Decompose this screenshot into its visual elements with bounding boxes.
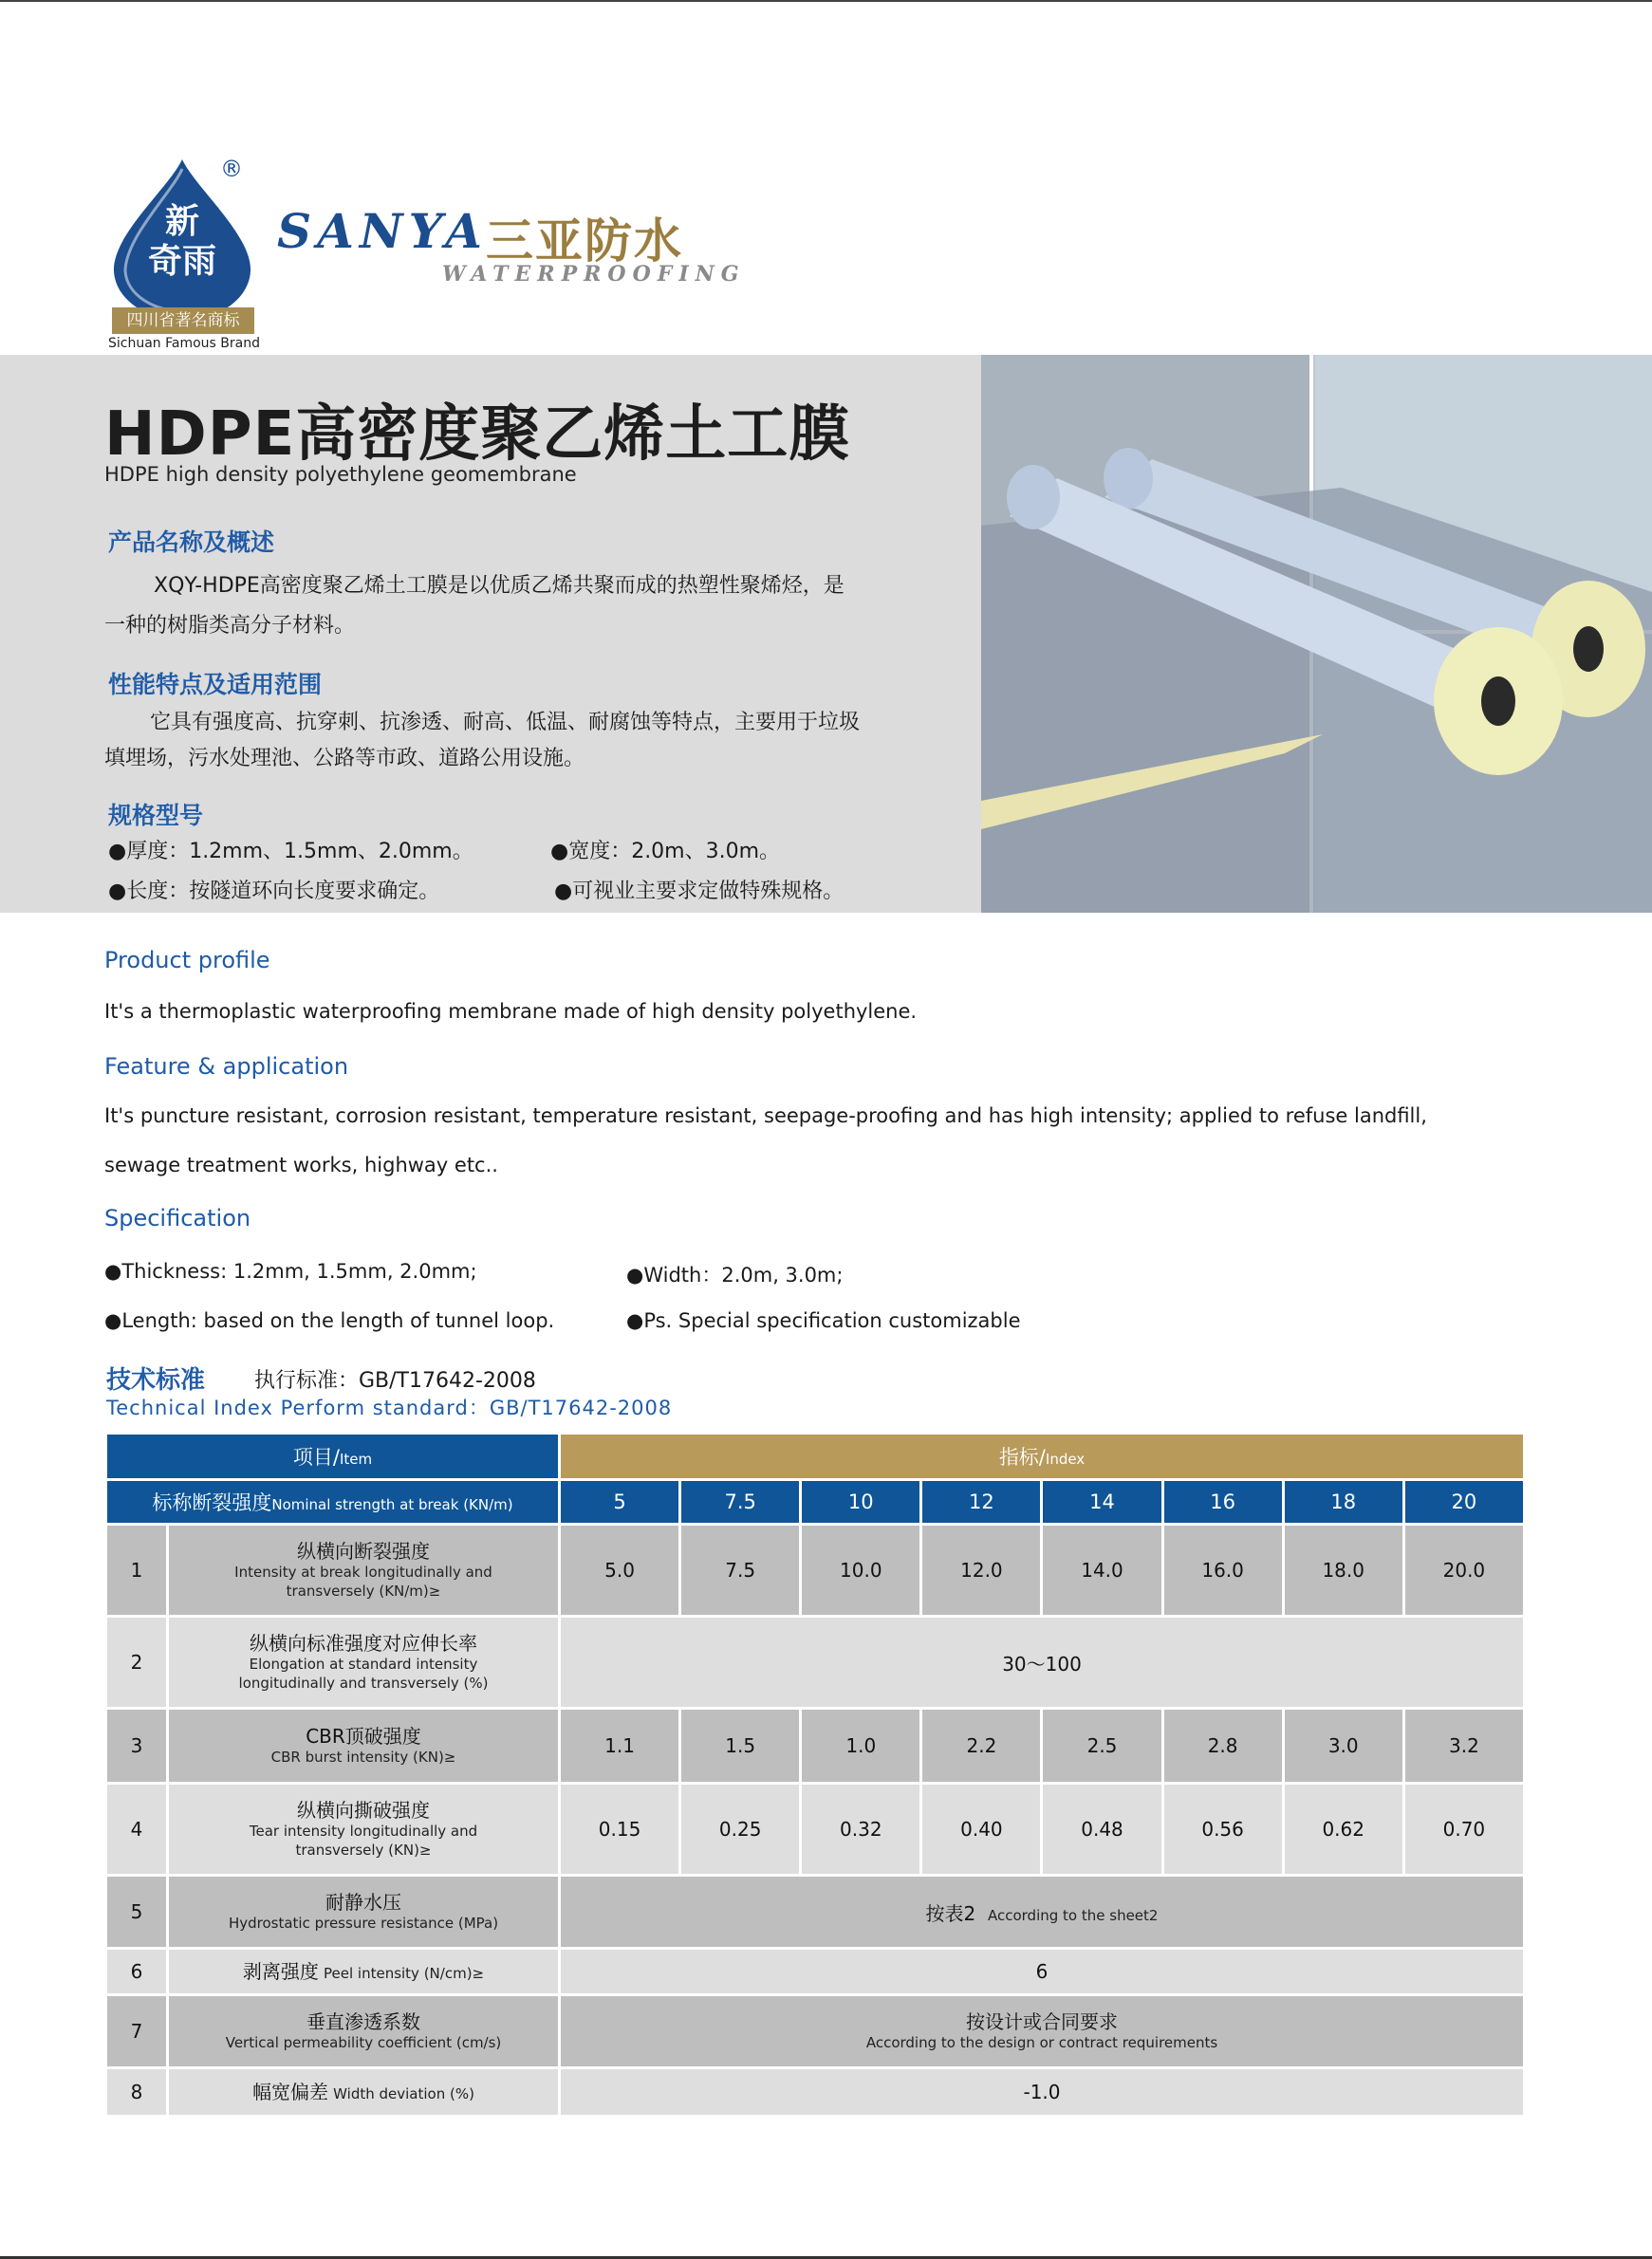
row-label-en: transversely (KN)≥: [295, 1842, 432, 1859]
grade-cell: 18: [1285, 1481, 1402, 1523]
row-label: [169, 1950, 558, 1993]
span-value-cell: [561, 1996, 1523, 2066]
tech-title-cn: 技术标准: [106, 1366, 206, 1395]
grade-row: [107, 1481, 1523, 1523]
logo-text-line2: 奇雨: [147, 241, 216, 281]
features-line2-cn: 填埋场，污水处理池、公路等市政、道路公用设施。: [104, 747, 585, 770]
table-row: [107, 1996, 1523, 2066]
tech-title-en: Technical Index Perform standard：GB/T17642-2008: [106, 1397, 673, 1419]
overview-title-cn: 产品名称及概述: [108, 528, 275, 556]
row-label-en: Tear intensity longitudinally and: [249, 1823, 478, 1840]
geomembrane-rolls-image: [981, 355, 1652, 913]
row-label-en: Intensity at break longitudinally and: [234, 1564, 492, 1581]
row-label-en: Hydrostatic pressure resistance (MPa): [228, 1915, 499, 1932]
table-row: [107, 1710, 1523, 1782]
value-cell: 14.0: [1043, 1526, 1160, 1615]
row-label-cn: 纵横向撕破强度: [297, 1799, 430, 1822]
value-cell: 0.48: [1043, 1785, 1160, 1874]
features-title-cn: 性能特点及适用范围: [108, 671, 323, 698]
feature-line2-en: sewage treatment works, highway etc..: [104, 1154, 498, 1176]
logo-text-line1: 新: [164, 201, 199, 241]
row-number: 3: [107, 1710, 166, 1782]
value-cell: 2.5: [1043, 1710, 1160, 1782]
value-cell: 0.15: [561, 1785, 678, 1874]
top-border: [0, 0, 1652, 2]
logo-text: [131, 201, 233, 281]
row-label: [169, 2069, 558, 2115]
header-item-en: Item: [339, 1451, 373, 1468]
span-value-en: According to the sheet2: [987, 1906, 1159, 1924]
table-row: [107, 1877, 1523, 1947]
profile-text-en: It's a thermoplastic waterproofing membrane made of high density polyethylene.: [104, 1000, 918, 1023]
header-index-cn: 指标/: [998, 1446, 1046, 1469]
grade-cell: 20: [1405, 1481, 1523, 1523]
value-cell: 10.0: [802, 1526, 919, 1615]
tech-standard-cn: 执行标准：GB/T17642-2008: [254, 1369, 536, 1393]
value-cell: 1.1: [561, 1710, 678, 1782]
span-value-cell: 6: [561, 1950, 1523, 1993]
span-value-cell: -1.0: [561, 2069, 1523, 2115]
row-label-cn: 纵横向标准强度对应伸长率: [250, 1632, 477, 1655]
overview-line1-cn: XQY-HDPE高密度聚乙烯土工膜是以优质乙烯共聚而成的热塑性聚烯烃，是: [154, 574, 845, 598]
span-value-cn: 按表2: [925, 1901, 976, 1925]
row-label-en: Vertical permeability coefficient (cm/s): [225, 2034, 502, 2051]
nominal-strength-label: [107, 1481, 558, 1523]
row-label: [169, 1710, 558, 1782]
grade-cell: 16: [1164, 1481, 1282, 1523]
value-cell: 0.40: [922, 1785, 1040, 1874]
spec-length-cn: ●长度：按隧道环向长度要求确定。: [108, 880, 440, 903]
grade-cell: 5: [561, 1481, 678, 1523]
row-label: [169, 1618, 558, 1707]
grade-cell: 7.5: [681, 1481, 799, 1523]
value-cell: 0.32: [802, 1785, 919, 1874]
spec-length-en: ●Length: based on the length of tunnel loop.: [104, 1309, 555, 1332]
table-row: [107, 1950, 1523, 1993]
feature-title-en: Feature & application: [104, 1053, 349, 1080]
table-row: [107, 1618, 1523, 1707]
value-cell: 1.0: [802, 1710, 919, 1782]
value-cell: 1.5: [681, 1710, 799, 1782]
table-row: [107, 2069, 1523, 2115]
nominal-en: Nominal strength at break (KN/m): [271, 1496, 513, 1513]
value-cell: 5.0: [561, 1526, 678, 1615]
grade-cell: 14: [1043, 1481, 1160, 1523]
value-cell: 7.5: [681, 1526, 799, 1615]
grade-cell: 12: [922, 1481, 1040, 1523]
spec-title-en: Specification: [104, 1205, 251, 1231]
spec-width-en: ●Width：2.0m, 3.0m;: [626, 1264, 844, 1287]
value-cell: 0.25: [681, 1785, 799, 1874]
row-number: 5: [107, 1877, 166, 1947]
row-label-en: Width deviation (%): [333, 2085, 474, 2102]
row-number: 7: [107, 1996, 166, 2066]
row-label-cn: 剥离强度: [242, 1960, 319, 1983]
value-cell: 16.0: [1164, 1526, 1282, 1615]
row-number: 1: [107, 1526, 166, 1615]
spec-width-cn: ●宽度：2.0m、3.0m。: [550, 840, 781, 863]
profile-title-en: Product profile: [104, 947, 270, 973]
header-index-en: Index: [1045, 1451, 1086, 1468]
famous-brand-cn: 四川省著名商标: [112, 307, 254, 334]
row-number: 2: [107, 1618, 166, 1707]
row-label-cn: 纵横向断裂强度: [297, 1540, 430, 1563]
row-label-cn: 垂直渗透系数: [306, 2010, 420, 2033]
nominal-cn: 标称断裂强度: [152, 1491, 272, 1514]
features-line1-cn: 它具有强度高、抗穿刺、抗渗透、耐高、低温、耐腐蚀等特点，主要用于垃圾: [150, 711, 861, 734]
page-subtitle: HDPE high density polyethylene geomembrane: [104, 463, 577, 486]
row-label-en: CBR burst intensity (KN)≥: [270, 1749, 456, 1766]
row-label-en: longitudinally and transversely (%): [238, 1675, 489, 1692]
table-row: [107, 1526, 1523, 1615]
grade-cell: 10: [802, 1481, 919, 1523]
spec-title-cn: 规格型号: [108, 802, 204, 829]
value-cell: 20.0: [1405, 1526, 1523, 1615]
value-cell: 18.0: [1285, 1526, 1402, 1615]
header-item-cn: 项目/: [292, 1446, 340, 1469]
feature-line1-en: It's puncture resistant, corrosion resistant, temperature resistant, seepage-proofing and has high intensity; applied to refuse landfill,: [104, 1104, 1427, 1127]
header-index: [561, 1435, 1523, 1478]
value-cell: 0.70: [1405, 1785, 1523, 1874]
span-value-cell: [561, 1877, 1523, 1947]
row-label: [169, 1526, 558, 1615]
row-label-cn: 耐静水压: [325, 1891, 401, 1914]
span-value-cn: 按设计或合同要求: [966, 2010, 1118, 2033]
spec-custom-cn: ●可视业主要求定做特殊规格。: [554, 880, 845, 903]
table-header-row: [107, 1435, 1523, 1478]
registered-mark: ®: [220, 156, 243, 182]
row-label-cn: CBR顶破强度: [306, 1725, 421, 1748]
technical-index-table: [104, 1432, 1526, 2118]
brand-name-en: SANYA: [277, 203, 488, 259]
row-label-en: Peel intensity (N/cm)≥: [324, 1965, 485, 1982]
spec-thickness-cn: ●厚度：1.2mm、1.5mm、2.0mm。: [108, 840, 473, 863]
brand-name-cn: 三亚防水: [486, 213, 683, 268]
spec-custom-en: ●Ps. Special specification customizable: [626, 1309, 1021, 1332]
row-number: 8: [107, 2069, 166, 2115]
value-cell: 2.8: [1164, 1710, 1282, 1782]
row-label-en: Elongation at standard intensity: [249, 1656, 478, 1673]
value-cell: 12.0: [922, 1526, 1040, 1615]
span-value-en: According to the design or contract requirements: [865, 2034, 1218, 2051]
value-cell: 3.0: [1285, 1710, 1402, 1782]
product-photo: [981, 355, 1652, 913]
brand-subtitle: WATERPROOFING: [442, 262, 746, 287]
row-label: [169, 1877, 558, 1947]
row-label: [169, 1785, 558, 1874]
row-number: 6: [107, 1950, 166, 1993]
row-label-cn: 幅宽偏差: [252, 2081, 329, 2103]
famous-brand-en: Sichuan Famous Brand: [108, 336, 260, 351]
value-cell: 0.62: [1285, 1785, 1402, 1874]
row-label: [169, 1996, 558, 2066]
span-value-cell: 30～100: [561, 1618, 1523, 1707]
row-label-en: transversely (KN/m)≥: [286, 1583, 441, 1600]
header-item: [107, 1435, 558, 1478]
row-number: 4: [107, 1785, 166, 1874]
page-title: HDPE高密度聚乙烯土工膜: [104, 399, 851, 470]
value-cell: 2.2: [922, 1710, 1040, 1782]
value-cell: 0.56: [1164, 1785, 1282, 1874]
value-cell: 3.2: [1405, 1710, 1523, 1782]
table-row: [107, 1785, 1523, 1874]
spec-thickness-en: ●Thickness: 1.2mm, 1.5mm, 2.0mm;: [104, 1260, 477, 1283]
overview-line2-cn: 一种的树脂类高分子材料。: [104, 614, 356, 638]
